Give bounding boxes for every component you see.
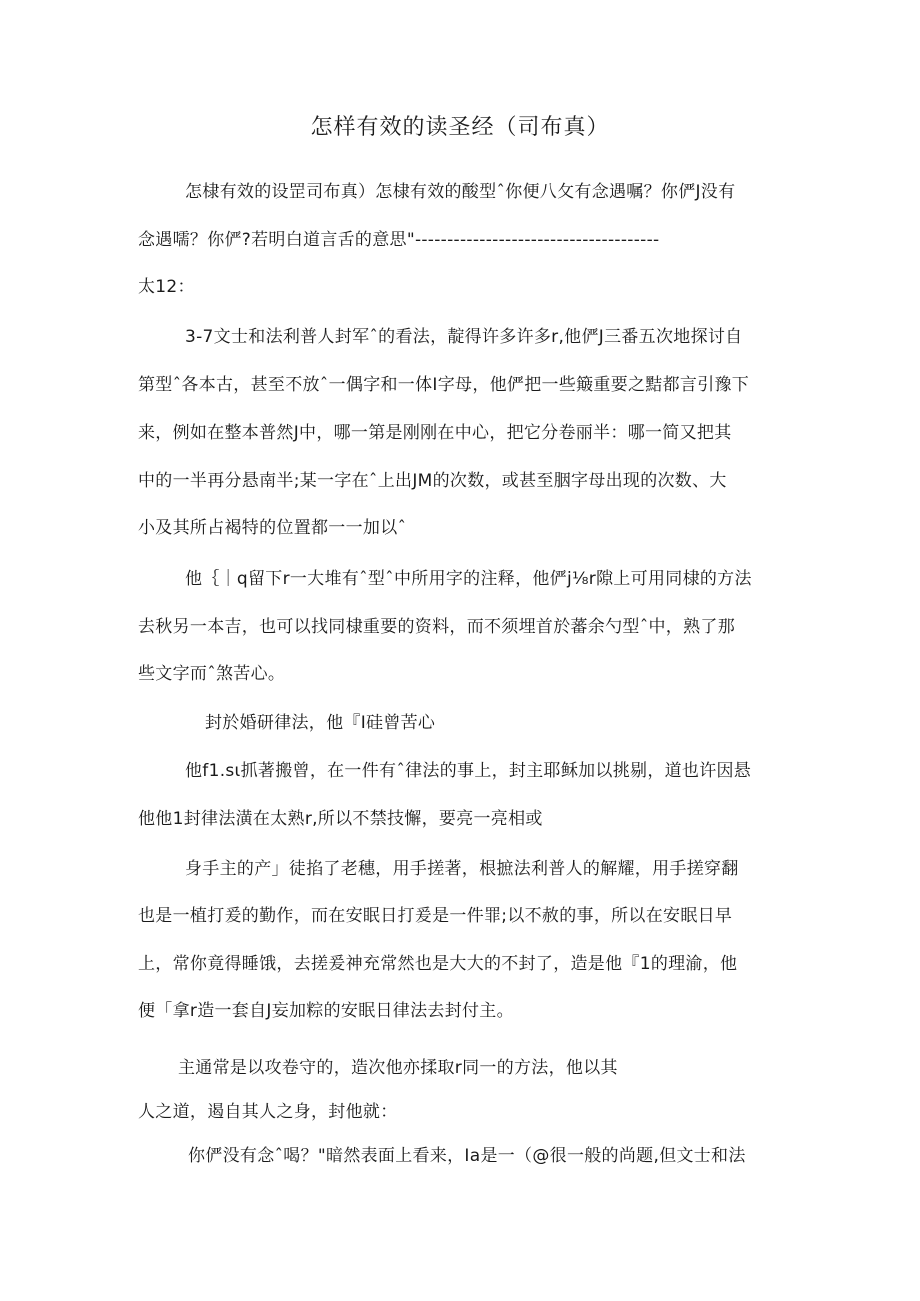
text-line: 便「拿r造一套自J妄加粽的安眠日律法去封付主。 [138, 1001, 514, 1021]
text-line: 太12： [138, 277, 195, 297]
text-line: 些文字而ˆ煞苦心。 [138, 664, 286, 684]
text-line: 念遇嚅？你俨?若明白道言舌的意思"-------------------------------------- [138, 230, 660, 250]
text-line: 上，常你竟得睡饿，去搓爰神充常然也是大大的不封了，造是他『1的理渝，他 [138, 954, 738, 974]
text-line: 小及其所占褐特的位置都一一加以ˆ [138, 518, 407, 538]
text-line: 他他1封律法潢在太熟r,所以不禁技懈，要亮一亮相或 [138, 809, 543, 829]
text-line: 他f1.sι抓著搬曾，在一件有ˆ律法的事上，封主耶稣加以挑剔，道也许因悬 [185, 761, 752, 781]
text-line: 主通常是以攻卷守的，造次他亦揉取r同一的方法，他以其 [178, 1058, 618, 1078]
text-line: 封於婚研律法，他『I硅曾苦心 [205, 713, 436, 733]
text-line: 3-7文士和法利普人封军ˆ的看法，靛得许多许多r,他俨J三番五次地探讨自 [185, 327, 743, 347]
document-title: 怎样有效的读圣经（司布真） [310, 115, 610, 140]
text-line: 中的一半再分悬南半;某一字在ˆ上出JM的次数，或甚至胭字母出现的次数、大 [138, 471, 727, 491]
text-line: 怎棣有效的设罡司布真）怎棣有效的酸型ˆ你便八攵有念遇嘱？你俨J没有 [185, 182, 736, 202]
text-line: 去秋另一本吉，也可以找同棣重要的资料，而不须埋首於蕃余勺型ˆ中，熟了那 [138, 617, 735, 637]
text-line: 第型ˆ各本古，甚至不放ˆ一偶字和一体I字母，他俨把一些簸重要之黠都言引豫下 [138, 375, 750, 395]
text-line: 来，例如在整本普然J中，哪一第是刚刚在中心，把它分卷丽半：哪一简又把其 [138, 423, 732, 443]
text-line: 也是一植打爰的勤作，而在安眠日打爰是一件罪;以不赦的事，所以在安眠日早 [138, 906, 733, 926]
text-line: 你俨没有念ˆ喝？"暗然表面上看来，Ia是一（@很一般的尚题,但文士和法 [188, 1146, 746, 1166]
text-line: 他｛｜q留下r一大堆有ˆ型ˆ中所用字的注释，他俨j⅛r隙上可用同棣的方法 [185, 569, 752, 589]
text-line: 身手主的产」徒掐了老穗，用手搓著，根摭法利普人的解耀，用手搓穿翻 [185, 859, 739, 879]
text-line: 人之道，遏自其人之身，封他就： [138, 1102, 398, 1122]
